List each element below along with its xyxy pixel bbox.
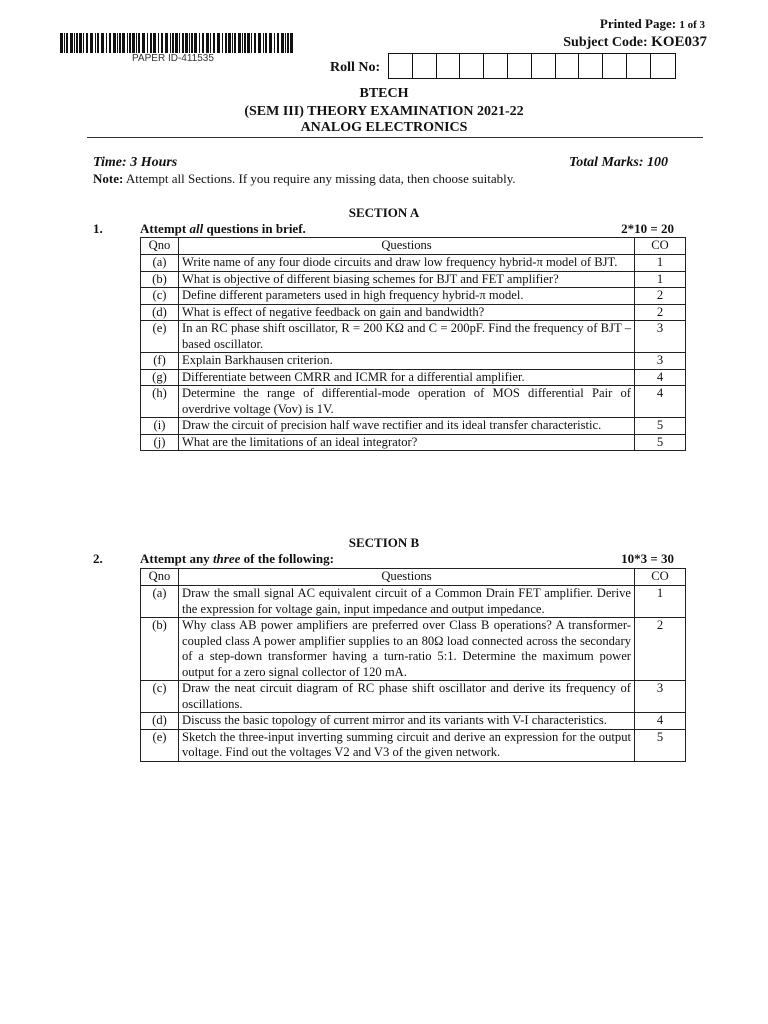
table-row <box>141 586 686 618</box>
barcode-bar <box>238 33 241 53</box>
barcode-bar <box>64 33 65 53</box>
note-line <box>93 171 516 187</box>
barcode-bar <box>251 33 252 53</box>
section-b-number: 2. <box>93 551 103 566</box>
course-outcome: 3 <box>635 321 686 353</box>
barcode-bar <box>191 33 193 53</box>
barcode-bar <box>60 33 63 53</box>
roll-no-box[interactable] <box>603 54 627 78</box>
course-outcome: 3 <box>635 353 686 370</box>
barcode-bar <box>287 33 289 53</box>
barcode-bar <box>101 33 104 53</box>
instruction-emphasis: three <box>212 551 241 566</box>
barcode-bar <box>106 33 107 53</box>
barcode-bar <box>136 33 137 53</box>
barcode-bar <box>150 33 152 53</box>
question-number: (c) <box>141 681 179 713</box>
question-text: Define different parameters used in high frequency hybrid-π model. <box>179 288 635 305</box>
question-text: Explain Barkhausen criterion. <box>179 353 635 370</box>
question-number: (b) <box>141 271 179 288</box>
col-questions-header: Questions <box>179 238 635 255</box>
barcode-bar <box>274 33 275 53</box>
barcode-bar <box>129 33 131 53</box>
section-a-number: 1. <box>93 221 103 236</box>
subject-code-value: KOE037 <box>651 34 707 50</box>
table-row <box>141 255 686 272</box>
table-header-row <box>141 238 686 255</box>
barcode-bar <box>234 33 236 53</box>
barcode-bar <box>182 33 184 53</box>
barcode-bar <box>161 33 163 53</box>
program-title: BTECH <box>359 86 409 101</box>
table-header-row <box>141 569 686 586</box>
table-row <box>141 681 686 713</box>
section-b-heading: SECTION B <box>348 535 420 550</box>
section-a-heading: SECTION A <box>348 205 420 220</box>
note-text: Attempt all Sections. If you require any missing data, then choose suitably. <box>125 171 516 186</box>
barcode-bar <box>127 33 128 53</box>
roll-no-box[interactable] <box>508 54 532 78</box>
barcode-bar <box>158 33 159 53</box>
question-number: (h) <box>141 386 179 418</box>
question-number: (g) <box>141 369 179 386</box>
barcode-bar <box>247 33 250 53</box>
subject-title: ANALOG ELECTRONICS <box>300 120 468 135</box>
question-text: Sketch the three-input inverting summing circuit and derive an expression for the output voltage. Find out the voltages V2 and V3 of the given network. <box>179 729 635 761</box>
barcode-bar <box>74 33 75 53</box>
instruction-text: of the following: <box>240 551 334 566</box>
course-outcome: 1 <box>635 271 686 288</box>
barcode-bar <box>185 33 188 53</box>
barcode-bar <box>244 33 246 53</box>
roll-no-boxes <box>388 53 676 79</box>
question-text: What is objective of different biasing schemes for BJT and FET amplifier? <box>179 271 635 288</box>
roll-no-box[interactable] <box>389 54 413 78</box>
barcode-bar <box>217 33 220 53</box>
barcode-bar <box>258 33 261 53</box>
barcode-bar <box>269 33 272 53</box>
instruction-text: questions in brief. <box>203 221 306 236</box>
question-number: (b) <box>141 618 179 681</box>
course-outcome: 2 <box>635 618 686 681</box>
barcode-bar <box>83 33 84 53</box>
question-text: Determine the range of differential-mode operation of MOS differential Pair of overdrive voltage (Vov) is 1V. <box>179 386 635 418</box>
barcode-bar <box>172 33 174 53</box>
question-text: Write name of any four diode circuits and draw low frequency hybrid-π model of BJT. <box>179 255 635 272</box>
barcode-bar <box>179 33 180 53</box>
barcode-bar <box>153 33 156 53</box>
section-b-table <box>140 568 686 762</box>
table-row <box>141 434 686 451</box>
table-row <box>141 304 686 321</box>
table-row <box>141 386 686 418</box>
question-number: (d) <box>141 304 179 321</box>
barcode-bar <box>265 33 267 53</box>
printed-page-label: Printed Page: <box>599 16 677 31</box>
question-number: (a) <box>141 586 179 618</box>
question-number: (i) <box>141 418 179 435</box>
total-marks-label: Total Marks: 100 <box>568 155 668 170</box>
barcode-bar <box>170 33 171 53</box>
question-number: (c) <box>141 288 179 305</box>
table-row <box>141 353 686 370</box>
barcode-bar <box>113 33 116 53</box>
barcode-bar <box>66 33 68 53</box>
col-qno-header: Qno <box>141 569 179 586</box>
barcode-bar <box>210 33 211 53</box>
barcode-bar <box>122 33 125 53</box>
barcode-bar <box>109 33 111 53</box>
question-text: Why class AB power amplifiers are preferred over Class B operations? A transformer-coupled class A power amplifier supplies to an 80Ω load connected across the secondary of a step-down transformer having a turn-ratio 5:1. Determine the maximum power output for a zero signal collector of 120 mA. <box>179 618 635 681</box>
barcode-bar <box>202 33 204 53</box>
subject-code <box>563 34 707 51</box>
table-row <box>141 288 686 305</box>
section-b-instruction <box>140 551 334 567</box>
table-row <box>141 321 686 353</box>
instruction-text: Attempt any <box>140 551 213 566</box>
barcode-bar <box>117 33 118 53</box>
note-label: Note: <box>93 171 124 186</box>
barcode-bar <box>142 33 145 53</box>
barcode-bar <box>199 33 200 53</box>
course-outcome: 4 <box>635 386 686 418</box>
barcode-bar <box>290 33 293 53</box>
barcode-bar <box>175 33 178 53</box>
roll-no-box[interactable] <box>579 54 603 78</box>
barcode-bar <box>206 33 209 53</box>
question-number: (e) <box>141 321 179 353</box>
section-b-marks: 10*3 = 30 <box>621 551 674 566</box>
question-number: (e) <box>141 729 179 761</box>
barcode-bar <box>86 33 88 53</box>
question-text: What is effect of negative feedback on gain and bandwidth? <box>179 304 635 321</box>
barcode-bar <box>194 33 197 53</box>
question-text: In an RC phase shift oscillator, R = 200 KΩ and C = 200pF. Find the frequency of BJT –based oscillator. <box>179 321 635 353</box>
course-outcome: 5 <box>635 418 686 435</box>
roll-no-box[interactable] <box>556 54 580 78</box>
paper-id: PAPER ID-411535 <box>132 53 214 64</box>
course-outcome: 4 <box>635 369 686 386</box>
barcode-bar <box>232 33 233 53</box>
course-outcome: 3 <box>635 681 686 713</box>
course-outcome: 2 <box>635 304 686 321</box>
col-co-header: CO <box>635 569 686 586</box>
question-number: (a) <box>141 255 179 272</box>
roll-no-box[interactable] <box>627 54 651 78</box>
question-number: (d) <box>141 713 179 730</box>
instruction-text: Attempt <box>140 221 190 236</box>
exam-title: (SEM III) THEORY EXAMINATION 2021-22 <box>244 104 524 119</box>
col-co-header: CO <box>635 238 686 255</box>
roll-no-box[interactable] <box>413 54 437 78</box>
question-text: Draw the neat circuit diagram of RC phase shift oscillator and derive its frequency of oscillations. <box>179 681 635 713</box>
roll-no-box[interactable] <box>460 54 484 78</box>
table-row <box>141 271 686 288</box>
table-row <box>141 418 686 435</box>
section-a-table <box>140 237 686 451</box>
course-outcome: 5 <box>635 729 686 761</box>
table-row <box>141 369 686 386</box>
barcode-bar <box>90 33 93 53</box>
barcode-bar <box>281 33 284 53</box>
barcode-bar <box>147 33 148 53</box>
roll-no-box[interactable] <box>484 54 508 78</box>
barcode-bar <box>79 33 82 53</box>
roll-no-box[interactable] <box>437 54 461 78</box>
table-row <box>141 713 686 730</box>
roll-no-box[interactable] <box>651 54 675 78</box>
question-text: Draw the circuit of precision half wave rectifier and its ideal transfer characteristic. <box>179 418 635 435</box>
barcode <box>60 33 293 53</box>
barcode-bar <box>263 33 264 53</box>
course-outcome: 1 <box>635 586 686 618</box>
barcode-bar <box>132 33 135 53</box>
roll-no-label: Roll No: <box>330 60 381 75</box>
question-text: Discuss the basic topology of current mirror and its variants with V-I characteristics. <box>179 713 635 730</box>
course-outcome: 2 <box>635 288 686 305</box>
barcode-bar <box>97 33 99 53</box>
barcode-bar <box>225 33 227 53</box>
barcode-bar <box>254 33 256 53</box>
table-row <box>141 618 686 681</box>
barcode-bar <box>213 33 215 53</box>
header-divider <box>87 137 703 138</box>
col-questions-header: Questions <box>179 569 635 586</box>
barcode-bar <box>242 33 243 53</box>
barcode-bar <box>285 33 286 53</box>
instruction-emphasis: all <box>189 221 204 236</box>
barcode-bar <box>222 33 223 53</box>
barcode-bar <box>76 33 78 53</box>
barcode-bar <box>165 33 168 53</box>
roll-no-box[interactable] <box>532 54 556 78</box>
course-outcome: 1 <box>635 255 686 272</box>
question-text: Draw the small signal AC equivalent circuit of a Common Drain FET amplifier. Derive the expression for voltage gain, input impedance and output impedance. <box>179 586 635 618</box>
section-a-instruction <box>140 221 306 237</box>
question-number: (f) <box>141 353 179 370</box>
barcode-bar <box>138 33 140 53</box>
table-row <box>141 729 686 761</box>
question-number: (j) <box>141 434 179 451</box>
col-qno-header: Qno <box>141 238 179 255</box>
course-outcome: 4 <box>635 713 686 730</box>
barcode-bar <box>277 33 279 53</box>
barcode-bar <box>70 33 73 53</box>
barcode-bar <box>228 33 231 53</box>
barcode-bar <box>95 33 96 53</box>
question-text: Differentiate between CMRR and ICMR for a differential amplifier. <box>179 369 635 386</box>
printed-page <box>600 16 705 32</box>
time-label: Time: 3 Hours <box>93 155 178 170</box>
course-outcome: 5 <box>635 434 686 451</box>
question-text: What are the limitations of an ideal integrator? <box>179 434 635 451</box>
printed-page-value: 1 of 3 <box>679 19 705 31</box>
barcode-bar <box>189 33 190 53</box>
section-a-marks: 2*10 = 20 <box>621 221 674 236</box>
subject-code-label: Subject Code: <box>563 35 648 50</box>
barcode-bar <box>119 33 121 53</box>
